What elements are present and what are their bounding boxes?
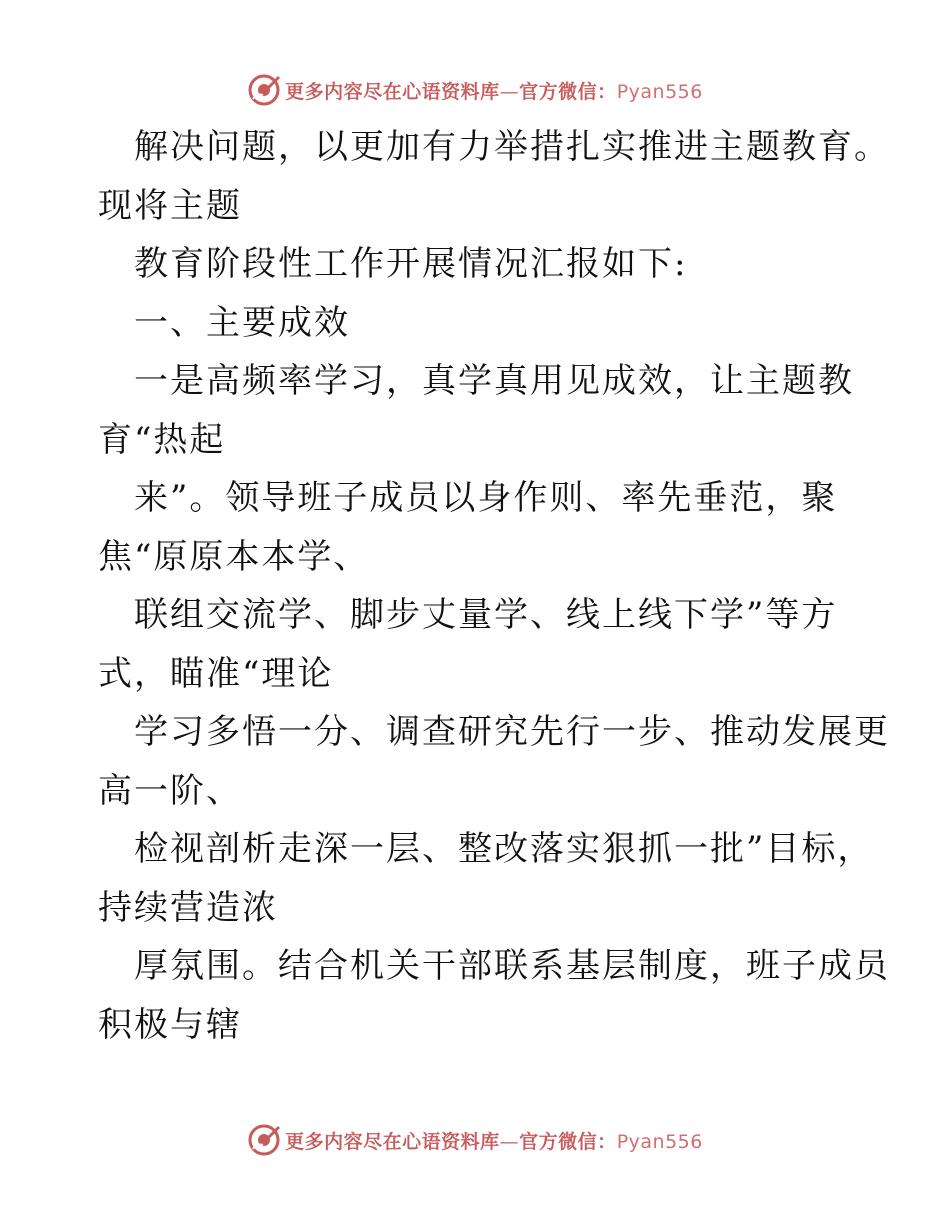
paragraph-line: 解决问题，以更加有力举措扎实推进主题教育。 bbox=[134, 127, 890, 167]
brand-logo-icon bbox=[247, 1123, 281, 1157]
paragraph-line: 式，瞄准“理论 bbox=[98, 653, 334, 694]
paragraph-line: 高一阶、 bbox=[98, 770, 242, 811]
paragraph-line: 一是高频率学习，真学真用见成效，让主题教 bbox=[134, 361, 854, 401]
document-body bbox=[98, 118, 890, 1054]
paragraph-line: 联组交流学、脚步丈量学、线上线下学”等方 bbox=[134, 595, 838, 635]
header-separator: — bbox=[499, 80, 520, 103]
paragraph-line: 育“热起 bbox=[98, 419, 226, 460]
brand-logo-icon bbox=[247, 73, 281, 107]
header-watermark bbox=[0, 70, 950, 110]
paragraph-line: 现将主题 bbox=[98, 185, 242, 226]
footer-watermark bbox=[0, 1120, 950, 1160]
footer-wechat-id: Pyan556 bbox=[616, 1130, 703, 1153]
paragraph-line: 学习多悟一分、调查研究先行一步、推动发展更 bbox=[134, 712, 890, 752]
header-site-text: 更多内容尽在心语资料库 bbox=[285, 80, 500, 103]
footer-wechat-label: 官方微信： bbox=[519, 1130, 617, 1153]
paragraph-line: 焦“原原本本学、 bbox=[98, 536, 370, 577]
footer-separator: — bbox=[499, 1130, 520, 1153]
paragraph-line: 来”。领导班子成员以身作则、率先垂范，聚 bbox=[134, 478, 838, 518]
paragraph-line: 一、主要成效 bbox=[134, 302, 350, 343]
paragraph-line: 教育阶段性工作开展情况汇报如下: bbox=[134, 244, 688, 284]
paragraph-line: 积极与辖 bbox=[98, 1004, 242, 1045]
paragraph-line: 检视剖析走深一层、整改落实狠抓一批”目标， bbox=[134, 829, 874, 869]
paragraph-line: 厚氛围。结合机关干部联系基层制度，班子成员 bbox=[134, 946, 890, 986]
header-wechat-id: Pyan556 bbox=[616, 80, 703, 103]
footer-site-text: 更多内容尽在心语资料库 bbox=[285, 1130, 500, 1153]
header-wechat-label: 官方微信： bbox=[519, 80, 617, 103]
paragraph-line: 持续营造浓 bbox=[98, 887, 278, 928]
